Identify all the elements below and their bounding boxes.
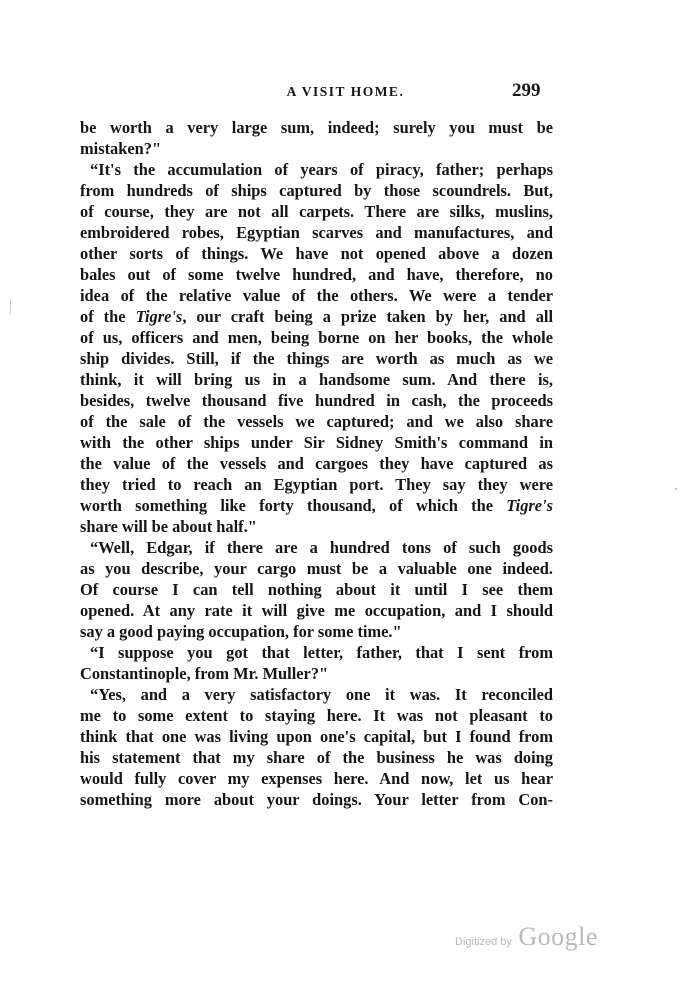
text-line: think, it will bring us in a handsome sum. And there is, — [80, 370, 553, 389]
text-line: other sorts of things. We have not opened above a dozen — [80, 244, 553, 263]
text-line: mistaken?" — [80, 139, 162, 158]
ship-name: Tigre's — [135, 307, 183, 326]
text-line: of the Tigre's, our craft being a prize taken by her, and all — [80, 307, 553, 326]
margin-mark — [10, 300, 11, 314]
text-line: Of course I can tell nothing about it until I see them — [80, 580, 553, 599]
text-line: from hundreds of ships captured by those scoundrels. But, — [80, 181, 553, 200]
text-line: “Yes, and a very satisfactory one it was. It reconciled — [90, 685, 553, 704]
text-line: of us, officers and men, being borne on her books, the whole — [80, 328, 553, 347]
text-line: bales out of some twelve hundred, and have, therefore, no — [80, 265, 553, 284]
ship-name: Tigre's — [506, 496, 553, 515]
google-watermark — [455, 922, 598, 952]
text-line: Constantinople, from Mr. Muller?" — [80, 664, 329, 683]
text-line: “I suppose you got that letter, father, that I sent from — [90, 643, 553, 662]
text-line: “Well, Edgar, if there are a hundred tons of such goods — [90, 538, 553, 557]
text-line: think that one was living upon one's capital, but I found from — [80, 727, 553, 746]
text-line: of course, they are not all carpets. There are silks, muslins, — [80, 202, 553, 221]
text-line: “It's the accumulation of years of piracy, father; perhaps — [90, 160, 553, 179]
text-line: his statement that my share of the business he was doing — [80, 748, 553, 767]
text-line: besides, twelve thousand five hundred in cash, the proceeds — [80, 391, 553, 410]
text-line: the value of the vessels and cargoes they have captured as — [80, 454, 553, 473]
text-line: idea of the relative value of the others. We were a tender — [80, 286, 553, 305]
text-line: worth something like forty thousand, of which the Tigre's — [80, 496, 553, 515]
text-line: me to some extent to staying here. It was not pleasant to — [80, 706, 553, 725]
text-line: opened. At any rate it will give me occupation, and I should — [80, 601, 553, 620]
text-line: something more about your doings. Your letter from Con- — [80, 790, 553, 809]
text-line: would fully cover my expenses here. And now, let us hear — [80, 769, 553, 788]
text-line: share will be about half." — [80, 517, 257, 536]
running-title: A VISIT HOME. — [286, 84, 405, 99]
text-line: they tried to reach an Egyptian port. They say they were — [80, 475, 553, 494]
margin-dot — [675, 488, 677, 490]
text-line: of the sale of the vessels we captured; and we also share — [80, 412, 553, 431]
text-line: embroidered robes, Egyptian scarves and manufactures, and — [80, 223, 553, 242]
body-text — [80, 117, 553, 810]
digitized-by-label: Digitized by — [455, 936, 512, 948]
text-line: be worth a very large sum, indeed; surely you must be — [80, 118, 553, 137]
text-line: ship divides. Still, if the things are worth as much as we — [80, 349, 553, 368]
text-line: with the other ships under Sir Sidney Smith's command in — [80, 433, 553, 452]
page-number: 299 — [512, 80, 541, 101]
text-line: as you describe, your cargo must be a valuable one indeed. — [80, 559, 553, 578]
google-logo: Google — [518, 922, 598, 951]
text-line: say a good paying occupation, for some time." — [80, 622, 402, 641]
